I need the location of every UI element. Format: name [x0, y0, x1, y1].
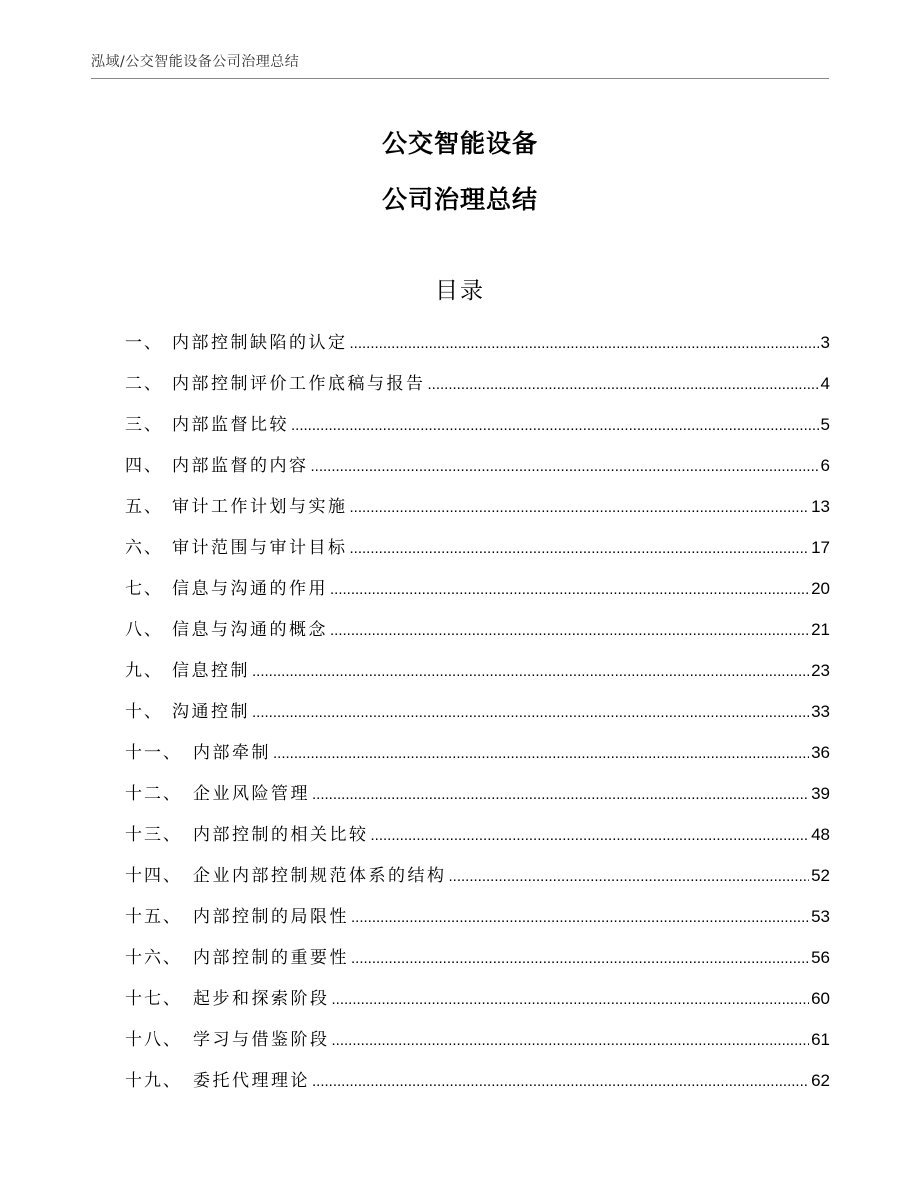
toc-entry-page: 39	[811, 784, 830, 803]
toc-entry-number: 十七、	[125, 989, 182, 1009]
toc-entry-number: 十四、	[125, 866, 182, 886]
toc-entry[interactable]	[125, 322, 830, 363]
toc-dot-leader	[332, 1020, 810, 1061]
toc-dot-leader	[371, 815, 810, 856]
toc-entry-number: 一、	[125, 333, 163, 353]
toc-entry-number: 六、	[125, 538, 163, 558]
toc-entry-number: 四、	[125, 456, 163, 476]
toc-entry-number: 八、	[125, 620, 163, 640]
toc-dot-leader	[252, 651, 809, 692]
toc-entry-number: 七、	[125, 579, 163, 599]
toc-entry[interactable]	[125, 691, 830, 732]
toc-dot-leader	[351, 938, 809, 979]
toc-entry-page: 33	[811, 702, 830, 721]
toc-entry[interactable]	[125, 1060, 830, 1101]
toc-entry-page: 17	[811, 538, 830, 557]
toc-entry-title: 审计工作计划与实施	[172, 497, 348, 517]
toc-entry[interactable]	[125, 773, 830, 814]
toc-heading: 目录	[435, 278, 485, 304]
toc-entry-page: 23	[811, 661, 830, 680]
toc-entry-page: 4	[820, 374, 830, 393]
toc-dot-leader	[449, 856, 810, 897]
toc-dot-leader	[291, 405, 819, 446]
running-header: 泓域/公交智能设备公司治理总结	[91, 54, 300, 70]
toc-dot-leader	[330, 569, 809, 610]
toc-entry-page: 5	[820, 415, 830, 434]
toc-dot-leader	[351, 897, 809, 938]
toc-entry-number: 十三、	[125, 825, 182, 845]
toc-entry-title: 企业风险管理	[193, 784, 310, 804]
toc-entry-title: 内部牵制	[193, 743, 271, 763]
toc-entry-number: 十九、	[125, 1071, 182, 1091]
toc-dot-leader	[428, 364, 819, 405]
toc-dot-leader	[312, 1061, 809, 1102]
toc-entry-title: 内部监督的内容	[172, 456, 309, 476]
toc-dot-leader	[312, 774, 809, 815]
toc-entry-title: 审计范围与审计目标	[172, 538, 348, 558]
toc-entry-title: 内部控制缺陷的认定	[172, 333, 348, 353]
toc-entry-number: 十五、	[125, 907, 182, 927]
toc-dot-leader	[311, 446, 819, 487]
toc-dot-leader	[350, 323, 819, 364]
toc-dot-leader	[332, 979, 810, 1020]
toc-entry[interactable]	[125, 978, 830, 1019]
document-title-line-2: 公司治理总结	[381, 185, 538, 214]
toc-entry-title: 起步和探索阶段	[193, 989, 330, 1009]
toc-entry-page: 6	[820, 456, 830, 475]
toc-dot-leader	[252, 692, 809, 733]
toc-entry-title: 内部控制的重要性	[193, 948, 349, 968]
toc-entry-title: 信息控制	[172, 661, 250, 681]
toc-entry-number: 二、	[125, 374, 163, 394]
toc-entry-page: 21	[811, 620, 830, 639]
toc-entry-title: 内部监督比较	[172, 415, 289, 435]
toc-dot-leader	[330, 610, 809, 651]
toc-entry-title: 内部控制的相关比较	[193, 825, 369, 845]
toc-entry[interactable]	[125, 568, 830, 609]
toc-entry[interactable]	[125, 363, 830, 404]
toc-entry-number: 十、	[125, 702, 163, 722]
toc-entry-title: 信息与沟通的作用	[172, 579, 328, 599]
toc-entry-page: 60	[811, 989, 830, 1008]
toc-entry-page: 53	[811, 907, 830, 926]
toc-entry-page: 20	[811, 579, 830, 598]
toc-entry-title: 内部控制的局限性	[193, 907, 349, 927]
toc-entry[interactable]	[125, 937, 830, 978]
toc-entry[interactable]	[125, 404, 830, 445]
toc-entry-number: 十六、	[125, 948, 182, 968]
toc-entry-title: 信息与沟通的概念	[172, 620, 328, 640]
toc-dot-leader	[273, 733, 809, 774]
table-of-contents	[125, 322, 830, 1101]
toc-dot-leader	[350, 487, 810, 528]
toc-entry-page: 56	[811, 948, 830, 967]
toc-entry-number: 三、	[125, 415, 163, 435]
toc-entry-page: 62	[811, 1071, 830, 1090]
toc-entry[interactable]	[125, 1019, 830, 1060]
toc-entry[interactable]	[125, 609, 830, 650]
toc-entry-page: 61	[811, 1030, 830, 1049]
toc-entry[interactable]	[125, 855, 830, 896]
toc-entry[interactable]	[125, 527, 830, 568]
toc-entry[interactable]	[125, 896, 830, 937]
toc-entry-number: 九、	[125, 661, 163, 681]
toc-entry[interactable]	[125, 650, 830, 691]
document-title-line-1: 公交智能设备	[381, 129, 538, 158]
toc-entry-number: 五、	[125, 497, 163, 517]
toc-entry-number: 十八、	[125, 1030, 182, 1050]
toc-entry-page: 52	[811, 866, 830, 885]
toc-entry-title: 内部控制评价工作底稿与报告	[172, 374, 426, 394]
toc-entry-title: 沟通控制	[172, 702, 250, 722]
toc-entry[interactable]	[125, 486, 830, 527]
header-divider	[91, 78, 829, 79]
toc-entry-number: 十一、	[125, 743, 182, 763]
toc-entry[interactable]	[125, 814, 830, 855]
toc-entry-page: 3	[820, 333, 830, 352]
toc-entry-title: 委托代理理论	[193, 1071, 310, 1091]
toc-entry-title: 企业内部控制规范体系的结构	[193, 866, 447, 886]
toc-entry[interactable]	[125, 732, 830, 773]
toc-entry-title: 学习与借鉴阶段	[193, 1030, 330, 1050]
toc-entry[interactable]	[125, 445, 830, 486]
toc-entry-page: 36	[811, 743, 830, 762]
toc-entry-number: 十二、	[125, 784, 182, 804]
toc-entry-page: 48	[811, 825, 830, 844]
toc-dot-leader	[350, 528, 810, 569]
toc-entry-page: 13	[811, 497, 830, 516]
